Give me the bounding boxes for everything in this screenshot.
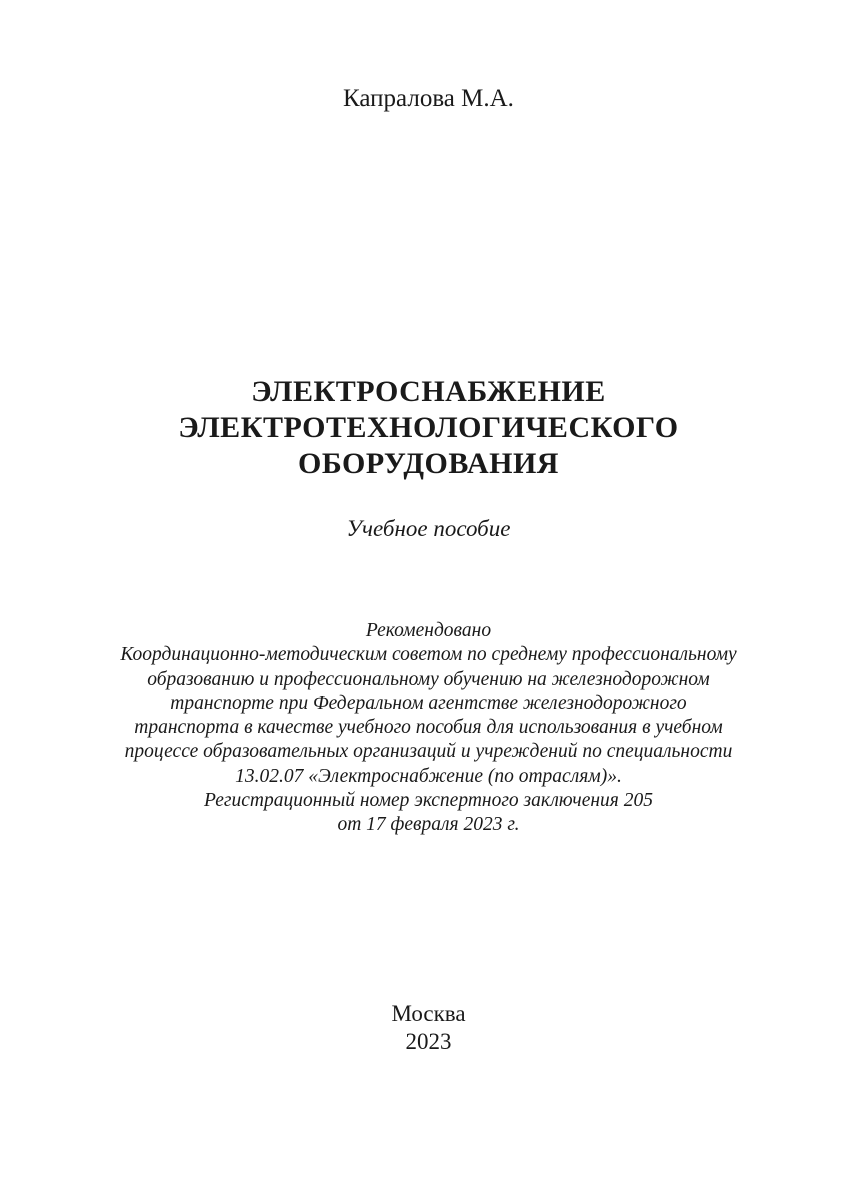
publication-imprint — [0, 1000, 857, 1056]
registration-date-line: от 17 февраля 2023 г. — [337, 814, 520, 836]
book-title-line-3: ОБОРУДОВАНИЯ — [298, 447, 559, 480]
recommendation-line: процессе образовательных организаций и учреждений по специальности — [124, 741, 733, 763]
recommendation-block — [0, 619, 857, 838]
book-title-line-2: ЭЛЕКТРОТЕХНОЛОГИЧЕСКОГО — [178, 411, 679, 444]
author-name: Капралова М.А. — [343, 85, 514, 112]
book-title — [0, 374, 857, 482]
recommendation-line: образованию и профессиональному обучению на железнодорожном — [147, 668, 710, 690]
specialty-code-line: 13.02.07 «Электроснабжение (по отраслям)». — [235, 765, 622, 787]
recommendation-heading: Рекомендовано — [365, 620, 492, 641]
recommendation-line: транспорта в качестве учебного пособия для использования в учебном — [134, 717, 723, 739]
book-title-line-1: ЭЛЕКТРОСНАБЖЕНИЕ — [251, 375, 606, 408]
book-subtitle: Учебное пособие — [346, 516, 511, 541]
recommendation-line: транспорте при Федеральном агентстве железнодорожного — [170, 692, 687, 714]
recommendation-line: Координационно-методическим советом по среднему профессиональному — [120, 644, 737, 666]
registration-number-line: Регистрационный номер экспертного заключения 205 — [204, 790, 653, 812]
publication-year: 2023 — [405, 1029, 452, 1054]
publication-city: Москва — [391, 1001, 466, 1026]
